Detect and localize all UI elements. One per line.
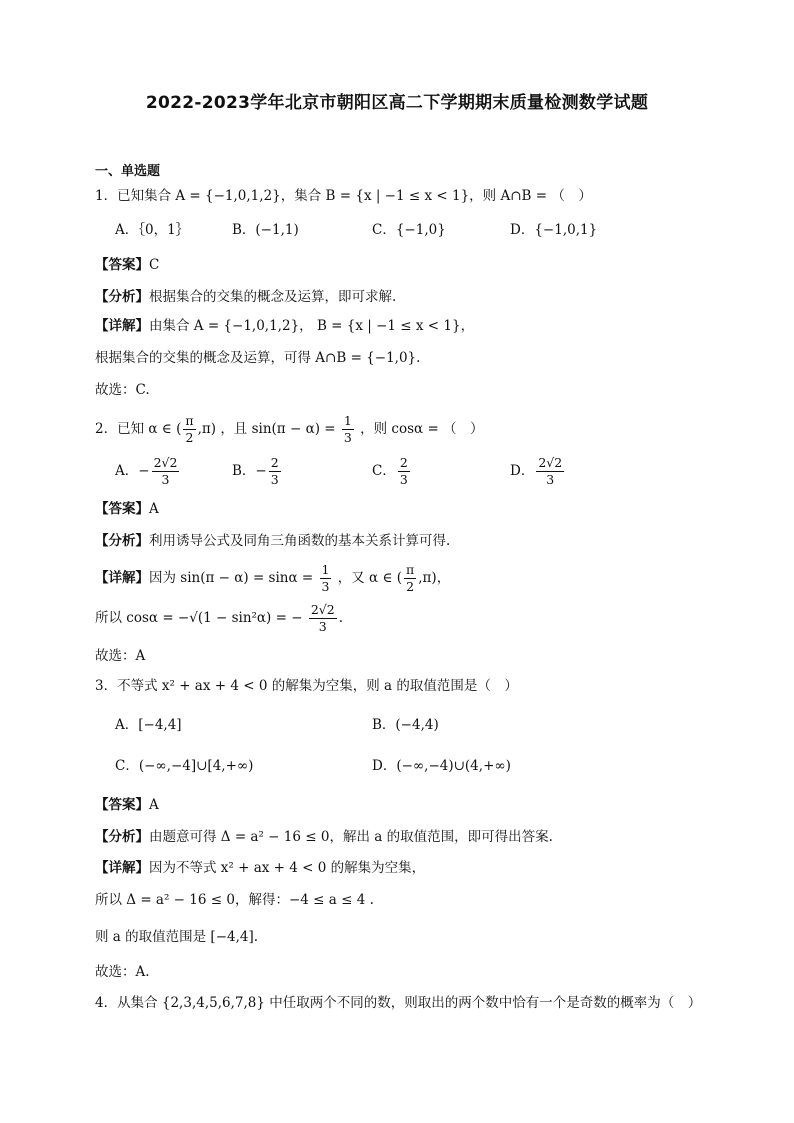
q2-sin-num: 1 xyxy=(343,413,352,428)
analysis-tag: 【分析】 xyxy=(95,829,149,845)
q2-option-a-num: 2√2 xyxy=(153,455,178,470)
q3-option-d: D．(−∞,−4)∪(4,+∞) xyxy=(372,758,511,774)
answer-tag: 【答案】 xyxy=(95,501,149,517)
q2-detail-2-fraction xyxy=(309,602,337,635)
q2-sin-den: 3 xyxy=(343,430,352,445)
q2-option-a-den: 3 xyxy=(161,472,170,487)
q3-answer xyxy=(95,796,159,814)
q1-answer xyxy=(95,256,159,274)
q2-sin-fraction xyxy=(342,413,354,446)
q1-detail xyxy=(95,317,474,335)
q2-detail xyxy=(95,561,450,595)
q3-answer-value: A xyxy=(149,797,159,813)
q3-option-a: A．[−4,4] xyxy=(115,717,182,733)
q1-answer-value: C xyxy=(149,257,160,273)
q2-option-a xyxy=(115,454,181,488)
detail-tag: 【详解】 xyxy=(95,318,149,334)
q2-option-c-den: 3 xyxy=(399,472,408,487)
q2-detail-2 xyxy=(95,601,343,635)
q3-option-b: B．(−4,4) xyxy=(372,717,439,733)
q2-conclusion: 故选：A xyxy=(95,648,146,664)
detail-tag: 【详解】 xyxy=(95,860,149,876)
q2-option-d-num: 2√2 xyxy=(538,455,563,470)
q1-analysis xyxy=(95,288,396,306)
q1-analysis-text: 根据集合的交集的概念及运算，即可求解. xyxy=(149,289,397,305)
q2-interval-num: π xyxy=(185,413,194,428)
q2-detail-sin-num: 1 xyxy=(321,562,330,577)
q2-detail-interval-fraction xyxy=(404,562,416,595)
q1-option-b: B．(−1,1) xyxy=(232,222,299,238)
q2-detail-interval-close: ,π) xyxy=(418,570,437,586)
q3-stem: 3．不等式 x² + ax + 4 < 0 的解集为空集，则 a 的取值范围是（ ） xyxy=(95,678,518,694)
q2-option-b-den: 3 xyxy=(270,472,279,487)
q2-detail-sin-den: 3 xyxy=(321,579,330,594)
q2-detail-part-2: ，又 α ∈ xyxy=(337,570,393,586)
q4-stem: 4．从集合 {2,3,4,5,6,7,8} 中任取两个不同的数，则取出的两个数中恰有一个是奇数的概率为（ ） xyxy=(95,995,702,1011)
q3-conclusion: 故选：A. xyxy=(95,964,150,980)
q3-analysis-text: 由题意可得 Δ = a² − 16 ≤ 0，解出 a 的取值范围，即可得出答案. xyxy=(149,829,553,845)
q2-stem-part-1: 2．已知 α ∈ xyxy=(95,421,172,437)
q1-detail-text: 由集合 A = {−1,0,1,2}， B = {x | −1 ≤ x < 1}， xyxy=(149,318,475,334)
q3-option-c: C．(−∞,−4]∪[4,+∞) xyxy=(115,758,254,774)
q1-detail-2: 根据集合的交集的概念及运算，可得 A∩B = {−1,0}. xyxy=(95,350,421,366)
q2-option-d xyxy=(510,454,566,488)
q3-detail-text: 因为不等式 x² + ax + 4 < 0 的解集为空集， xyxy=(149,860,426,876)
q2-detail-2-num: 2√2 xyxy=(310,602,335,617)
q2-analysis-text: 利用诱导公式及同角三角函数的基本关系计算可得. xyxy=(149,533,451,549)
answer-tag: 【答案】 xyxy=(95,797,149,813)
q2-interval-den: 2 xyxy=(185,430,194,445)
q2-option-b-label: B．− xyxy=(232,463,267,479)
q2-option-b-fraction xyxy=(269,455,281,488)
q2-detail-2-part-2: . xyxy=(338,610,343,626)
analysis-tag: 【分析】 xyxy=(95,289,149,305)
detail-tag: 【详解】 xyxy=(95,570,149,586)
page-title: 2022-2023学年北京市朝阳区高二下学期期末质量检测数学试题 xyxy=(145,93,649,113)
q2-option-d-den: 3 xyxy=(546,472,555,487)
q1-conclusion: 故选：C. xyxy=(95,382,150,398)
q2-detail-interval-den: 2 xyxy=(406,579,415,594)
q3-detail-2: 所以 Δ = a² − 16 ≤ 0，解得：−4 ≤ a ≤ 4 . xyxy=(95,892,374,908)
section-heading: 一、单选题 xyxy=(95,164,161,179)
q2-interval-fraction xyxy=(183,413,195,446)
q1-option-d: D．{−1,0,1} xyxy=(510,222,598,238)
q2-option-c-label: C． xyxy=(372,463,396,479)
q3-detail xyxy=(95,859,425,877)
q2-stem-part-2: ，且 sin(π − α) = xyxy=(220,421,336,437)
q2-detail-2-part-1: 所以 cosα = −√(1 − sin²α) = − xyxy=(95,610,303,626)
q2-detail-interval-num: π xyxy=(406,562,415,577)
q1-option-c: C．{−1,0} xyxy=(372,222,446,238)
q2-option-c-fraction xyxy=(398,455,410,488)
q2-detail-part-3: ， xyxy=(436,570,451,586)
q2-option-b-num: 2 xyxy=(270,455,279,470)
q3-analysis xyxy=(95,828,553,846)
answer-tag: 【答案】 xyxy=(95,257,149,273)
q2-stem-part-3: ，则 cosα = （ ） xyxy=(360,421,484,437)
q2-option-d-label: D． xyxy=(510,463,535,479)
q2-option-b xyxy=(232,454,283,488)
analysis-tag: 【分析】 xyxy=(95,533,149,549)
q1-stem: 1．已知集合 A = {−1,0,1,2}，集合 B = {x | −1 ≤ x < 1}，则 A∩B = （ ） xyxy=(95,188,592,204)
q2-detail-sin-fraction xyxy=(320,562,332,595)
q2-option-a-fraction xyxy=(152,455,180,488)
q2-stem xyxy=(95,412,484,446)
q2-option-c-num: 2 xyxy=(399,455,408,470)
q2-answer-value: A xyxy=(149,501,159,517)
q2-detail-part-1: 因为 sin(π − α) = sinα = xyxy=(149,570,314,586)
q2-answer xyxy=(95,500,159,518)
q2-option-d-fraction xyxy=(536,455,564,488)
q2-interval-close: ,π) xyxy=(197,421,217,437)
q2-analysis xyxy=(95,532,450,550)
q2-option-c xyxy=(372,454,412,488)
q3-detail-3: 则 a 的取值范围是 [−4,4]. xyxy=(95,929,259,945)
q2-interval-open: ( xyxy=(176,421,182,437)
q1-option-a: A．｛0，1｝ xyxy=(115,222,190,238)
q2-option-a-label: A．− xyxy=(115,463,150,479)
q2-detail-2-den: 3 xyxy=(318,619,327,634)
q2-detail-interval-open: ( xyxy=(396,570,403,586)
